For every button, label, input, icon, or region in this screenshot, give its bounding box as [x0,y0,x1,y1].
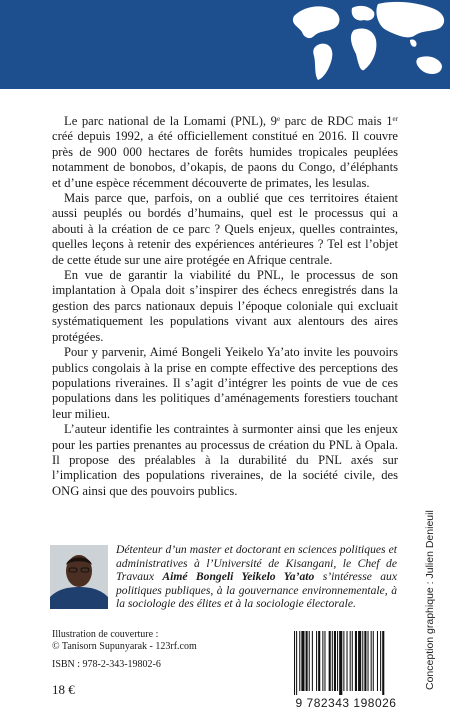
p1-superscript-2: er [392,115,398,123]
back-cover-text [52,114,398,499]
cover-illustration-credits [52,629,197,653]
barcode-digits: 9 782343 198026 [295,696,397,710]
author-bio [116,543,397,611]
author-photo [50,545,108,609]
author-bio-text-b: s’intéresse aux politiques publiques, à la gouvernance environnementale, à la sociologie des élites et à la sociologie électorale. [116,570,397,611]
barcode-image [286,629,416,706]
paragraph-1 [52,114,398,191]
p1-text-c: créé depuis 1992, a été officiellement constitué en 2016. Il couvre près de 900 000 hectares de forêts humides tropicales peuplées notamment de bonobos, d’okapis, de paons du Congo, d’éléphants et d’une espèce récemment découverte de primates, les lesulas. [52,129,398,190]
paragraph-2: Mais parce que, parfois, on a oublié que ces territoires étaient aussi peuplés ou bordés d’humains, quel est le processus qui a abouti à la création de ce parc ? Quels enjeux, quelles contraintes, quelles leçons à retenir des expériences antérieures ? Tel est l’objet de cette étude sur une aire protégée en Afrique centrale. [52,191,398,267]
p1-text-b: parc de RDC mais 1 [280,114,393,128]
paragraph-4: Pour y parvenir, Aimé Bongeli Yeikelo Ya’ato invite les pouvoirs publics congolais à la prise en compte effective des perceptions des populations riveraines. Il s’agit d’intégrer les points de vue de ces populations dans les politiques d’aménagements forestiers touchant leur milieu. [52,345,398,421]
p1-superscript-1: e [276,115,281,123]
credits-line-1: Illustration de couverture : [52,629,159,640]
price-text: 18 € [52,682,75,697]
isbn-text: ISBN : 978-2-343-19802-6 [52,659,161,670]
credits-line-2: © Tanisorn Supunyarak - 123rf.com [52,641,197,652]
world-map-icon [290,0,450,89]
cover-banner [0,0,450,89]
author-name: Aimé Bongeli Yeikelo Ya’ato [162,570,315,584]
p1-text-a: Le parc national de la Lomami (PNL), 9 [64,114,277,128]
paragraph-5: L’auteur identifie les contraintes à surmonter ainsi que les enjeux pour les parties prenantes au processus de création du PNL à Opala. Il propose des préalables à la durabilité du PNL axés sur l’implication des populations riveraines, de la société civile, des ONG ainsi que des pouvoirs publics. [52,422,398,498]
author-bio-text-a: Détenteur d’un master et doctorant en sciences politiques et administratives à l’Université de Kisangani, le Chef de Travaux [116,543,397,584]
paragraph-3: En vue de garantir la viabilité du PNL, le processus de son implantation à Opala doit s’inspirer des échecs enregistrés dans la gestion des parcs nationaux depuis l’époque coloniale qui excluait systématiquement les populations vivant aux alentours des aires protégées. [52,268,398,344]
graphic-design-credit: Conception graphique : Julien Denieuil [424,510,436,690]
